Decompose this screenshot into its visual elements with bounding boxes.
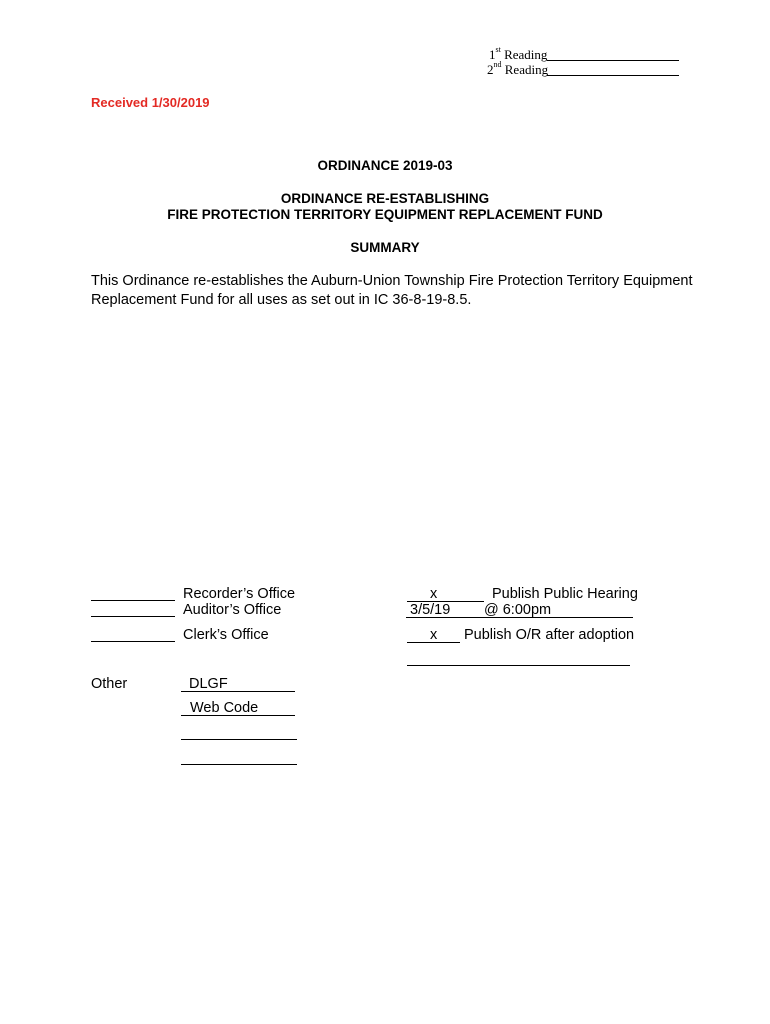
second-reading-line: [547, 75, 679, 76]
hearing-date-line: [406, 617, 633, 618]
ordinance-title-line2: FIRE PROTECTION TERRITORY EQUIPMENT REPLACEMENT FUND: [167, 207, 603, 222]
ordinance-title-line1: ORDINANCE RE-ESTABLISHING: [280, 191, 490, 206]
clerks-office-line: [91, 641, 175, 642]
second-reading: 2nd Reading: [487, 60, 549, 77]
clerks-office-label: Clerk’s Office: [183, 627, 269, 643]
first-reading: 1st Reading: [489, 45, 548, 62]
recorders-office-line: [91, 600, 175, 601]
summary-line1: This Ordinance re-establishes the Auburn-Union Township Fire Protection Territory Equipment: [91, 273, 693, 289]
publish-after-adoption-label: Publish O/R after adoption: [464, 627, 635, 643]
after-adoption-mark: x: [430, 627, 438, 643]
other-item-web-code-line: [181, 715, 295, 716]
other-item-dlgf-line: [181, 691, 295, 692]
hearing-mark: x: [430, 586, 438, 602]
other-label: Other: [91, 676, 128, 692]
hearing-time: @ 6:00pm: [484, 602, 552, 618]
summary-line2: Replacement Fund for all uses as set out in IC 36-8-19-8.5.: [91, 292, 472, 308]
other-item-dlgf: DLGF: [189, 676, 228, 692]
publish-public-hearing-label: Publish Public Hearing: [492, 586, 638, 602]
ordinance-number: ORDINANCE 2019-03: [317, 158, 453, 173]
received-date: Received 1/30/2019: [91, 95, 210, 110]
auditors-office-line: [91, 616, 175, 617]
after-adoption-mark-line: [407, 642, 460, 643]
first-reading-line: [547, 60, 679, 61]
other-item-web-code: Web Code: [190, 700, 259, 716]
auditors-office-label: Auditor’s Office: [183, 602, 282, 618]
publication-blank-line: [407, 665, 630, 666]
hearing-date: 3/5/19: [410, 602, 451, 618]
summary-heading: SUMMARY: [350, 240, 420, 255]
other-blank-line-1: [181, 739, 297, 740]
other-blank-line-2: [181, 764, 297, 765]
recorders-office-label: Recorder’s Office: [183, 586, 296, 602]
